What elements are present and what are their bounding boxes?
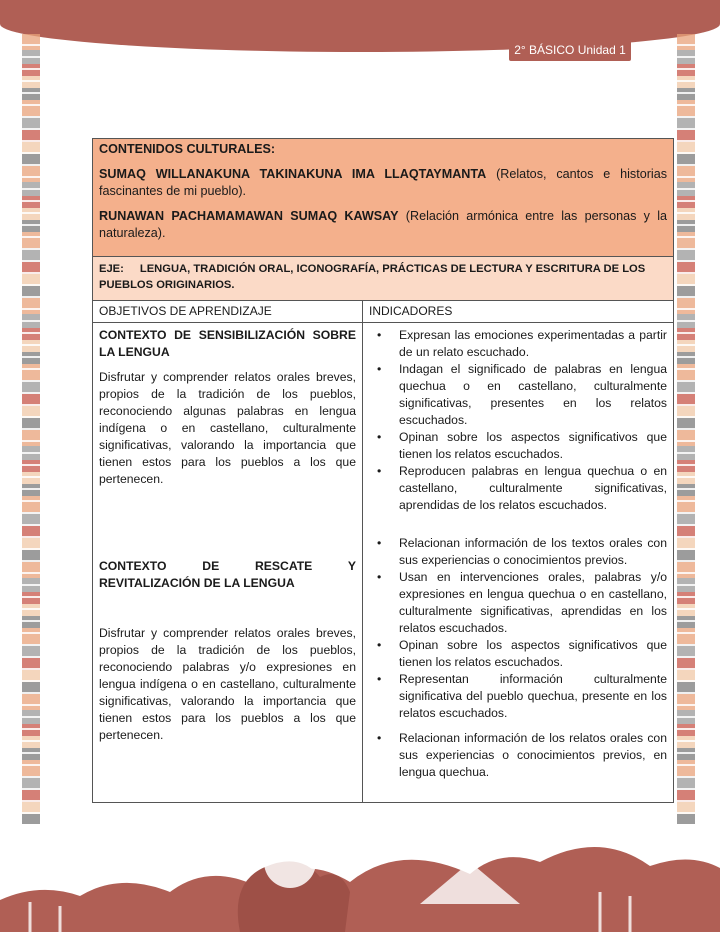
- cultural-content-1: [99, 166, 667, 200]
- indicators-column: [363, 301, 673, 802]
- indicator-item: • Relacionan información de los relatos orales con sus experiencias o conocimientos previos, en lengua quechua.: [399, 730, 667, 781]
- indicator-item: • Representan información culturalmente significativa del pueblo quechua, presente en los relatos escuchados.: [399, 671, 667, 722]
- eje-text: LENGUA, TRADICIÓN ORAL, ICONOGRAFÍA, PRÁCTICAS DE LECTURA Y ESCRITURA DE LOS PUEBLOS ORIGINARIOS.: [99, 263, 646, 291]
- curriculum-table: [92, 138, 674, 803]
- indicator-item: • Expresan las emociones experimentadas a partir de un relato escuchado.: [399, 327, 667, 361]
- cultural-content-1-translation: (Relatos, cantos e historias fascinantes de mi pueblo).: [99, 167, 667, 198]
- indicator-item: • Reproducen palabras en lengua quechua o en castellano, culturalmente significativas, aprendidas de los relatos escuchados.: [399, 463, 667, 514]
- grade-unit-badge: 2° BÁSICO Unidad 1: [509, 39, 631, 61]
- cultural-contents-heading: CONTENIDOS CULTURALES:: [99, 142, 276, 156]
- context-1-title: CONTEXTO DE SENSIBILIZACIÓN SOBRE LA LENGUA: [99, 328, 356, 359]
- eje-label: EJE:: [99, 263, 124, 275]
- eje-row: [93, 257, 673, 301]
- objectives-indicators-grid: [93, 301, 673, 802]
- cultural-content-1-quechua: SUMAQ WILLANAKUNA TAKINAKUNA IMA LLAQTAYMANTA: [99, 167, 487, 181]
- indicator-item: • Indagan el significado de palabras en lengua quechua o en castellano, culturalmente significativas, presentes en los relatos escuchados.: [399, 361, 667, 429]
- cultural-contents-section: [93, 139, 673, 257]
- objective-context-2: [93, 554, 362, 744]
- indicator-item: • Opinan sobre los aspectos significativos que tienen los relatos escuchados.: [399, 429, 667, 463]
- cultural-content-2: [99, 208, 667, 242]
- indicator-item: • Usan en intervenciones orales, palabras y/o expresiones en lengua quechua o en castellano, culturalmente significativas, aprendidas en los relatos escuchados.: [399, 569, 667, 637]
- indicators-context-1: [363, 323, 673, 781]
- indicators-header: INDICADORES: [363, 301, 673, 323]
- context-2-title: CONTEXTO DE RESCATE Y REVITALIZACIÓN DE LA LENGUA: [99, 559, 356, 590]
- indicators-context-2: [369, 569, 667, 781]
- objective-context-1: [93, 323, 362, 554]
- objectives-header: OBJETIVOS DE APRENDIZAJE: [93, 301, 362, 323]
- indicator-item: • Relacionan información de los textos orales con sus experiencias o conocimientos previos.: [399, 535, 667, 569]
- cultural-content-2-quechua: RUNAWAN PACHAMAMAWAN SUMAQ KAWSAY: [99, 209, 399, 223]
- cultural-content-2-translation: (Relación armónica entre las personas y la naturaleza).: [99, 209, 668, 240]
- right-pattern-border: [677, 34, 695, 824]
- indicator-item: • Opinan sobre los aspectos significativos que tienen los relatos escuchados.: [399, 637, 667, 671]
- landscape-illustration: [0, 822, 720, 932]
- context-2-objective: Disfrutar y comprender relatos orales breves, propios de la tradición de los pueblos, reconociendo palabras y/o expresiones en lengua indígena o en castellano, culturalmente significativas, valorando la importancia que tienen estos para los pueblos a los que pertenecen.: [99, 626, 356, 742]
- left-pattern-border: [22, 34, 40, 824]
- objectives-column: [93, 301, 363, 802]
- context-1-objective: Disfrutar y comprender relatos orales breves, propios de la tradición de los pueblos, reconociendo algunas palabras en lengua indígena o en castellano, culturalmente significativas, valorando la importancia que tienen estos para los pueblos a los que pertenecen.: [99, 370, 356, 486]
